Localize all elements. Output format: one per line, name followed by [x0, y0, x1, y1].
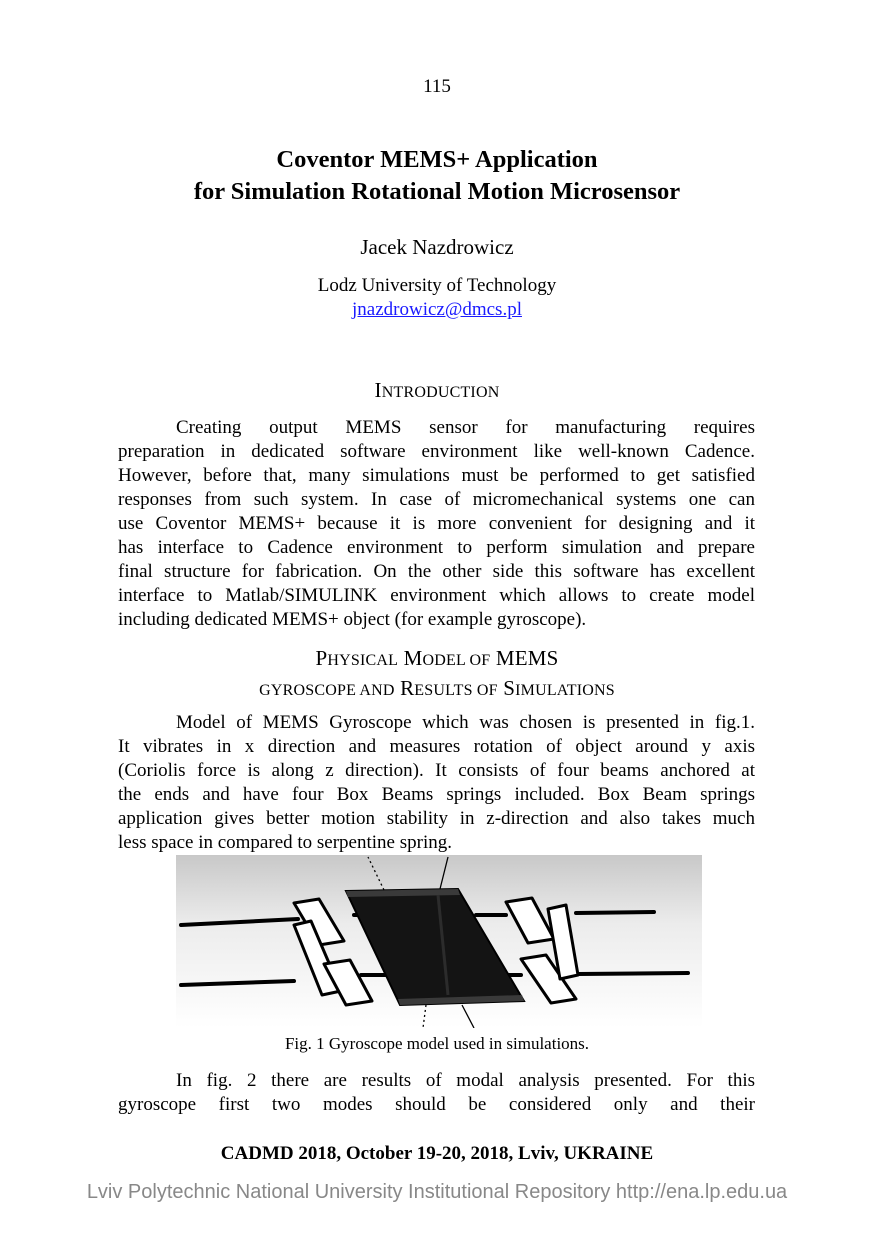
text-line: final structure for fabrication. On the other side this software has excellent: [118, 561, 755, 582]
author-name: Jacek Nazdrowicz: [360, 235, 514, 259]
text-line: However, before that, many simulations must be performed to get satisfied: [118, 465, 755, 486]
text-line: gyroscope first two modes should be considered only and their: [118, 1094, 755, 1115]
text-line: application gives better motion stability in z-direction and also takes much: [118, 808, 755, 829]
paper-title: [0, 144, 874, 208]
paper-title-line-2: for Simulation Rotational Motion Microsensor: [193, 178, 681, 205]
text-line: less space in compared to serpentine spring.: [118, 832, 452, 853]
section-heading-introduction: INTRODUCTION: [374, 378, 500, 402]
figure-caption: Fig. 1 Gyroscope model used in simulations.: [284, 1034, 590, 1053]
paragraph-physical-model: [118, 711, 755, 855]
text-line: use Coventor MEMS+ because it is more convenient for designing and it: [118, 513, 755, 534]
text-line: responses from such system. In case of micromechanical systems one can: [118, 489, 755, 510]
paragraph-modal-analysis: [118, 1069, 755, 1117]
text-line: Creating output MEMS sensor for manufacturing requires: [176, 417, 755, 438]
section-heading-physical-model-line-1: PHYSICAL MODEL OF MEMS: [315, 646, 559, 670]
repository-watermark: Lviv Polytechnic National University Institutional Repository http://ena.lp.edu.ua: [86, 1181, 788, 1203]
paragraph-introduction: [118, 416, 755, 632]
text-line: It vibrates in x direction and measures rotation of object around y axis: [118, 736, 755, 757]
text-line: the ends and have four Box Beams springs included. Box Beam springs: [118, 784, 755, 805]
text-line: preparation in dedicated software environment like well-known Cadence.: [118, 441, 755, 462]
text-line: Model of MEMS Gyroscope which was chosen is presented in fig.1.: [176, 712, 755, 733]
paper-title-line-1: Coventor MEMS+ Application: [276, 146, 598, 173]
gyroscope-figure: [176, 855, 702, 1028]
affiliation: Lodz University of Technology: [317, 275, 557, 296]
text-line: (Coriolis force is along z direction). It consists of four beams anchored at: [118, 760, 755, 781]
text-line: interface to Matlab/SIMULINK environment which allows to create model: [118, 585, 755, 606]
text-line: has interface to Cadence environment to perform simulation and prepare: [118, 537, 755, 558]
section-heading-physical-model-line-2: GYROSCOPE AND RESULTS OF SIMULATIONS: [259, 676, 615, 700]
page-number: 115: [423, 76, 451, 97]
text-line: In fig. 2 there are results of modal analysis presented. For this: [176, 1070, 755, 1091]
author-email-link[interactable]: jnazdrowicz@dmcs.pl: [352, 299, 522, 320]
conference-footer: CADMD 2018, October 19-20, 2018, Lviv, UKRAINE: [220, 1143, 654, 1164]
author-email[interactable]: [0, 299, 874, 321]
text-line: including dedicated MEMS+ object (for example gyroscope).: [118, 609, 587, 630]
